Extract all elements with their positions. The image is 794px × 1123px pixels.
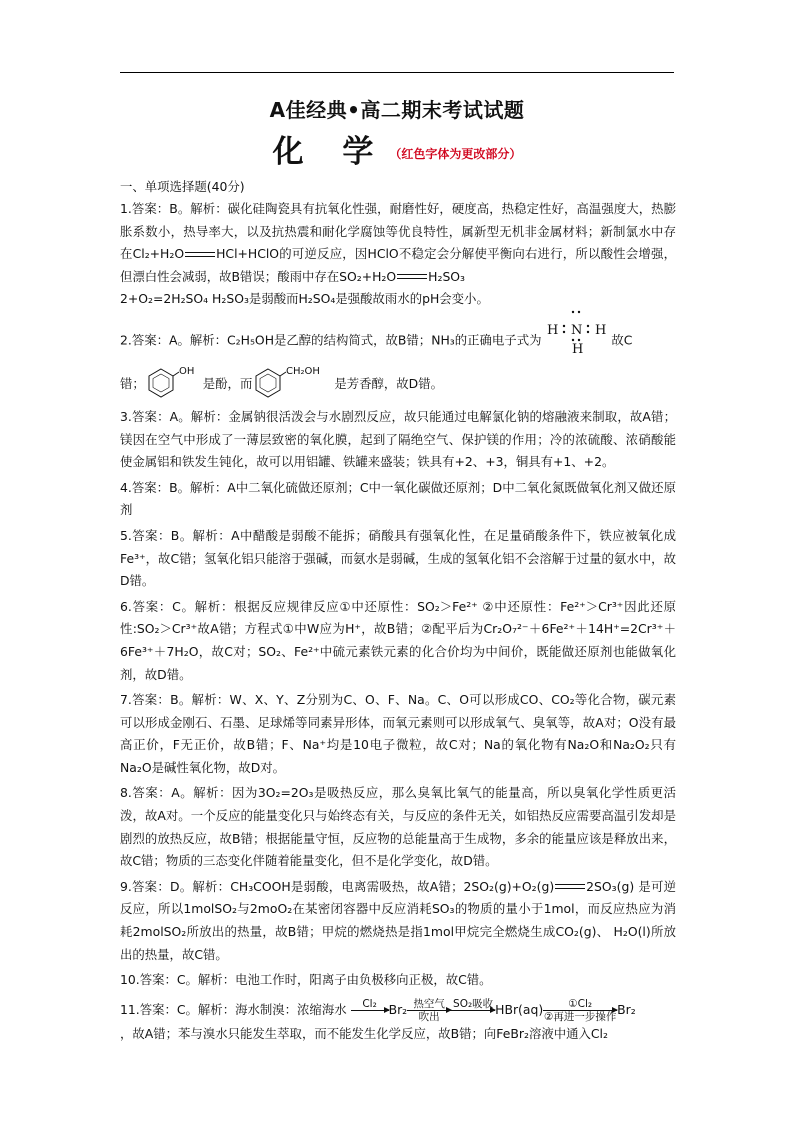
oh-label: OH	[178, 365, 195, 377]
answer-8: 8.答案：A。解析：因为3O₂=2O₃是吸热反应，那么臭氧比氧气的能量高，所以臭氧化学性质更活泼，故A对。一个反应的能量变化只与始终态有关，与反应的条件无关，如铝热反应需要高温引发却是剧烈的放热反应，故B错；根据能量守恒，反应物的总能量高于生成物，多余的能量应该是释放出来，故C错；物质的三态变化伴随着能量变化，但不是化学变化，故D错。	[120, 785, 676, 869]
reaction-arrow-so2	[451, 998, 495, 1023]
benzyl-alcohol-structure	[252, 365, 334, 401]
equilibrium-arrow	[185, 251, 215, 259]
answer-1-text-b: HCl+HClO的可逆反应，因HClO不稳定会分解使平衡向右进行，所以酸性会增强，但漂白性会减弱，故B错误；酸雨中存在SO₂+H₂O	[120, 246, 676, 284]
ch2oh-label: CH₂OH	[286, 365, 321, 377]
header-rule	[120, 72, 674, 73]
answer-2-text-b: 故C	[611, 332, 633, 348]
answer-9	[120, 876, 676, 966]
reaction-arrow-hot-air	[407, 998, 451, 1023]
answer-11	[120, 998, 676, 1046]
reaction-arrow-steps	[543, 998, 617, 1023]
arrow-label-step1: ①Cl₂	[568, 997, 593, 1010]
answer-7: 7.答案：B。解析：W、X、Y、Z分别为C、O、F、Na。C、O可以形成CO、CO₂等化合物，碳元素可以形成金刚石、石墨、足球烯等同素异形体，而氧元素则可以形成氧气、臭氧等，故A对；O没有最高正价，F无正价，故B错；F、Na⁺均是10电子微粒，故C对；Na的氧化物有Na₂O和Na₂O₂只有Na₂O是碱性氧化物，故D对。	[120, 692, 676, 775]
svg-text:H: H	[595, 322, 607, 338]
answer-1	[120, 198, 676, 311]
answer-4: 4.答案：B。解析：A中二氧化硫做还原剂；C中一氧化碳做还原剂；D中二氧化氮既做氧化剂又做还原剂	[120, 479, 676, 518]
svg-text:N: N	[571, 322, 583, 338]
answer-2-text-e: 是芳香醇，故D错。	[334, 375, 444, 391]
arrow-label-cl2: Cl₂	[362, 997, 377, 1010]
equilibrium-arrow	[555, 883, 585, 891]
answer-2-text-c: 错；	[120, 375, 145, 391]
answer-2	[120, 322, 676, 357]
subject-row	[0, 126, 794, 171]
subject-title: 化 学	[272, 134, 388, 170]
arrow-label-so2: SO₂吸收	[453, 997, 494, 1010]
answer-1-text-c: H₂SO₃	[428, 268, 466, 284]
phenol-structure	[145, 365, 203, 401]
arrow-label-blow: 吹出	[418, 1010, 440, 1023]
answer-9-text-b: 2SO₃(g) 是可逆反应，所以1molSO₂与2moO₂在某密闭容器中反应消耗SO₃的物质的量小于1mol，而反应热应为消耗2molSO₂所放出的热量，故B错；甲烷的燃烧热是指1mol甲烷完全燃烧生成CO₂(g)、 H₂O(l)所放出的热量，故C错。	[120, 878, 676, 962]
section-heading: 一、单项选择题(40分)	[120, 179, 245, 194]
red-note: （红色字体为更改部分）	[389, 147, 522, 161]
page-title: A佳经典•高二期末考试试题	[269, 98, 525, 122]
br2-product-label: Br₂	[617, 1001, 636, 1017]
equilibrium-arrow	[397, 273, 427, 281]
answer-11-text-b: ，故A错；苯与溴水只能发生萃取，而不能发生化学反应，故B错；向FeBr₂溶液中通入Cl₂	[120, 1025, 608, 1041]
nh3-lewis-structure	[545, 307, 607, 357]
answer-5: 5.答案：B。解析：A中醋酸是弱酸不能拆；硝酸具有强氧化性，在足量硝酸条件下，铁应被氧化成Fe³⁺，故C错；氢氧化铝只能溶于强碱，而氨水是弱碱，生成的氢氧化铝不会溶解于过量的氨水中，故D错。	[120, 527, 676, 589]
svg-text:H: H	[572, 341, 584, 357]
reaction-arrow-cl2	[351, 998, 389, 1023]
answer-1-text-d: 2+O₂=2H₂SO₄ H₂SO₃是弱酸而H₂SO₄是强酸故雨水的pH会变小。	[120, 291, 489, 307]
hbr-label: HBr(aq)	[495, 1001, 544, 1017]
arrow-label-step2: ②再进一步操作	[543, 1010, 617, 1023]
answer-2-text-a: 2.答案：A。解析：C₂H₅OH是乙醇的结构简式，故B错；NH₃的正确电子式为	[120, 332, 542, 348]
answer-11-text-a: 11.答案：C。解析：海水制溴：浓缩海水	[120, 1001, 347, 1017]
answer-2-text-d: 是酚，而	[202, 375, 253, 391]
br2-label: Br₂	[388, 1001, 408, 1017]
answer-10: 10.答案：C。解析：电池工作时，阳离子由负极移向正极，故C错。	[120, 972, 492, 988]
answer-2-line2	[120, 360, 676, 406]
answer-content	[120, 176, 676, 1045]
answer-6: 6.答案：C。解析：根据反应规律反应①中还原性：SO₂＞Fe²⁺ ②中还原性：Fe²⁺＞Cr³⁺因此还原性:SO₂＞Cr³⁺故A错；方程式①中W应为H⁺，故B错；②配平后为Cr₂O₇²⁻＋6Fe²⁺＋14H⁺=2Cr³⁺＋6Fe³⁺＋7H₂O，故C对；SO₂、Fe²⁺中硫元素铁元素的化合价均为中间价，既能做还原剂也能做氧化剂，故D错。	[120, 598, 676, 682]
answer-3: 3.答案：A。解析：金属钠很活泼会与水剧烈反应，故只能通过电解氯化钠的熔融液来制取，故A错；镁因在空气中形成了一薄层致密的氧化膜，起到了隔绝空气、保护镁的作用；冷的浓硫酸、浓硝酸能使金属铝和铁发生钝化，故可以用铝罐、铁罐来盛装；铁具有+2、+3，铜具有+1、+2。	[120, 408, 676, 470]
answer-9-text-a: 9.答案：D。解析：CH₃COOH是弱酸，电离需吸热，故A错；2SO₂(g)+O₂(g)	[120, 878, 555, 894]
arrow-label-hot-air: 热空气	[413, 997, 445, 1010]
svg-text:H: H	[547, 322, 559, 338]
answer-1-text-a: 1.答案：B。解析：碳化硅陶瓷具有抗氧化性强，耐磨性好，硬度高，热稳定性好，高温强度大，热膨胀系数小，热导率大，以及抗热震和耐化学腐蚀等优良特性，属新型无机非金属材料；新制氯水中存在Cl₂+H₂O	[120, 201, 676, 262]
